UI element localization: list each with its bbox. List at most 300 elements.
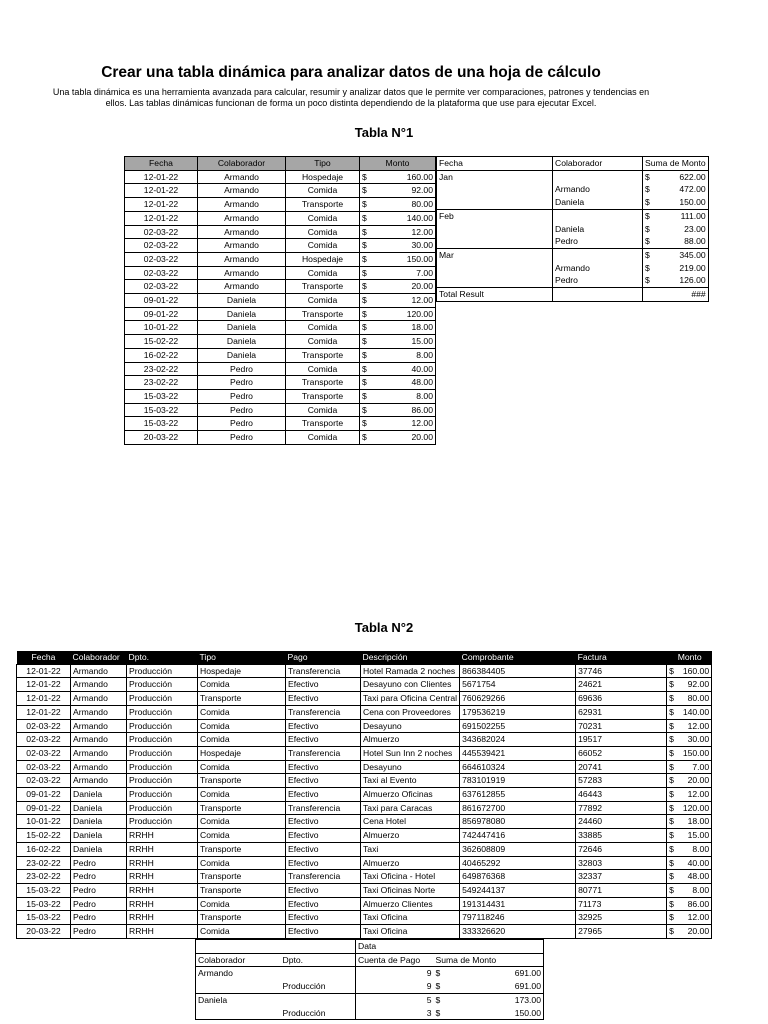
- table1-row: [125, 389, 436, 403]
- amount-value: 12.00: [411, 295, 433, 306]
- amount-value: 18.00: [687, 816, 710, 827]
- pivot-table-1: [436, 156, 709, 302]
- pago-cell: Efectivo: [286, 911, 361, 925]
- table2-header-fecha: Fecha: [17, 651, 71, 664]
- pivot2-header-colaborador: Colaborador: [196, 953, 281, 967]
- amount-value: 40.00: [411, 363, 433, 374]
- amount-value: 92.00: [687, 679, 710, 690]
- colaborador-cell: Daniela: [71, 842, 127, 856]
- pivot2-colaborador-cell: [196, 980, 281, 993]
- fecha-cell: 15-02-22: [17, 829, 71, 843]
- pivot2-header-suma: Suma de Monto: [434, 953, 544, 967]
- fecha-cell: 23-02-22: [125, 362, 198, 376]
- currency-symbol: $: [362, 308, 367, 319]
- dpto-cell: Producción: [127, 733, 198, 747]
- dpto-cell: Producción: [127, 760, 198, 774]
- amount-value: 8.00: [692, 843, 710, 854]
- fecha-cell: 15-03-22: [125, 417, 198, 431]
- tipo-cell: Comida: [198, 856, 286, 870]
- pivot2-data-label: Data: [356, 940, 434, 954]
- pivot1-suma-cell: [643, 274, 709, 287]
- tipo-cell: Transporte: [198, 911, 286, 925]
- fecha-cell: 02-03-22: [17, 746, 71, 760]
- fecha-cell: 16-02-22: [17, 842, 71, 856]
- descripcion-cell: Taxi Oficinas Norte: [361, 883, 460, 897]
- pivot2-empty: [196, 940, 281, 954]
- monto-cell: [360, 431, 436, 445]
- pago-cell: Efectivo: [286, 856, 361, 870]
- tipo-cell: Transporte: [286, 417, 360, 431]
- monto-cell: [360, 335, 436, 349]
- factura-cell: 71173: [576, 897, 667, 911]
- tipo-cell: Comida: [198, 719, 286, 733]
- pivot2-cuenta-cell: 9: [356, 967, 434, 980]
- descripcion-cell: Taxi Oficina - Hotel: [361, 870, 460, 884]
- factura-cell: 33885: [576, 829, 667, 843]
- pivot2-data-row: [196, 940, 544, 954]
- fecha-cell: 02-03-22: [17, 774, 71, 788]
- pago-cell: Efectivo: [286, 719, 361, 733]
- comprobante-cell: 742447416: [460, 829, 576, 843]
- monto-cell: [667, 815, 712, 829]
- amount-value: 80.00: [411, 199, 433, 210]
- descripcion-cell: Almuerzo: [361, 733, 460, 747]
- pivot1-row: [437, 248, 709, 261]
- currency-symbol: $: [362, 171, 367, 182]
- tipo-cell: Comida: [198, 897, 286, 911]
- amount-value: 86.00: [687, 898, 710, 909]
- pivot2-dpto-cell: [281, 967, 356, 980]
- factura-cell: 72646: [576, 842, 667, 856]
- colaborador-cell: Pedro: [71, 856, 127, 870]
- pivot2-suma-cell: [434, 1007, 544, 1020]
- tipo-cell: Comida: [286, 335, 360, 349]
- fecha-cell: 12-01-22: [17, 692, 71, 706]
- dpto-cell: RRHH: [127, 842, 198, 856]
- pago-cell: Transferencia: [286, 870, 361, 884]
- amount-value: 160.00: [682, 665, 710, 676]
- tipo-cell: Comida: [286, 403, 360, 417]
- monto-cell: [360, 389, 436, 403]
- currency-symbol: $: [669, 926, 674, 937]
- pivot1-suma-cell: [643, 262, 709, 275]
- amount-value: 86.00: [411, 404, 433, 415]
- tipo-cell: Comida: [286, 362, 360, 376]
- amount-value: 150.00: [679, 197, 706, 208]
- pivot1-month-cell: [437, 274, 553, 287]
- intro-text: [0, 87, 702, 108]
- pivot1-row: [437, 223, 709, 236]
- amount-value: 345.00: [679, 249, 706, 260]
- amount-value: 111.00: [680, 210, 706, 221]
- colaborador-cell: Armando: [71, 705, 127, 719]
- pivot2-empty: [434, 940, 544, 954]
- pivot1-row: [437, 274, 709, 287]
- factura-cell: 46443: [576, 788, 667, 802]
- dpto-cell: Producción: [127, 746, 198, 760]
- comprobante-cell: 333326620: [460, 925, 576, 939]
- table1-header-row: [125, 157, 436, 171]
- colaborador-cell: Armando: [198, 170, 286, 184]
- currency-symbol: $: [435, 968, 441, 979]
- dpto-cell: Producción: [127, 664, 198, 678]
- dpto-cell: RRHH: [127, 925, 198, 939]
- tipo-cell: Hospedaje: [286, 252, 360, 266]
- monto-cell: [360, 417, 436, 431]
- colaborador-cell: Armando: [198, 252, 286, 266]
- comprobante-cell: 797118246: [460, 911, 576, 925]
- table2-row: [17, 911, 712, 925]
- pivot1-suma-cell: [643, 209, 709, 222]
- fecha-cell: 15-03-22: [17, 883, 71, 897]
- pivot1-month-cell: [437, 223, 553, 236]
- currency-symbol: $: [669, 775, 674, 786]
- table1-row: [125, 184, 436, 198]
- table1-row: [125, 211, 436, 225]
- fecha-cell: 23-02-22: [17, 856, 71, 870]
- fecha-cell: 10-01-22: [125, 321, 198, 335]
- pivot1-suma-cell: [643, 235, 709, 248]
- factura-cell: 37746: [576, 664, 667, 678]
- factura-cell: 69636: [576, 692, 667, 706]
- pivot2-header-dpto: Dpto.: [281, 953, 356, 967]
- table1-row: [125, 294, 436, 308]
- factura-cell: 66052: [576, 746, 667, 760]
- fecha-cell: 02-03-22: [17, 733, 71, 747]
- currency-symbol: $: [669, 857, 674, 868]
- currency-symbol: $: [435, 1007, 441, 1018]
- amount-value: 48.00: [687, 871, 710, 882]
- pivot1-row: [437, 209, 709, 222]
- currency-symbol: $: [362, 253, 367, 264]
- pivot1-row: [437, 170, 709, 183]
- table1-row: [125, 362, 436, 376]
- tipo-cell: Comida: [286, 225, 360, 239]
- tipo-cell: Comida: [286, 239, 360, 253]
- currency-symbol: $: [362, 199, 367, 210]
- tipo-cell: Transporte: [286, 348, 360, 362]
- pivot1-colaborador-cell: Pedro: [553, 235, 643, 248]
- amount-value: 18.00: [411, 322, 433, 333]
- colaborador-cell: Armando: [71, 733, 127, 747]
- fecha-cell: 02-03-22: [125, 280, 198, 294]
- pivot1-month-cell: [437, 262, 553, 275]
- amount-value: 8.00: [416, 390, 433, 401]
- comprobante-cell: 783101919: [460, 774, 576, 788]
- table1-row: [125, 403, 436, 417]
- table2-header-pago: Pago: [286, 651, 361, 664]
- monto-cell: [360, 376, 436, 390]
- currency-symbol: $: [669, 734, 674, 745]
- descripcion-cell: Taxi para Caracas: [361, 801, 460, 815]
- currency-symbol: $: [435, 994, 441, 1005]
- table2-row: [17, 815, 712, 829]
- comprobante-cell: 179536219: [460, 705, 576, 719]
- pivot2-row: [196, 993, 544, 1006]
- currency-symbol: $: [645, 249, 650, 260]
- amount-value: 80.00: [687, 693, 710, 704]
- table2-row: [17, 719, 712, 733]
- fecha-cell: 09-01-22: [17, 788, 71, 802]
- currency-symbol: $: [669, 679, 674, 690]
- table1-row: [125, 348, 436, 362]
- monto-cell: [360, 239, 436, 253]
- descripcion-cell: Almuerzo: [361, 829, 460, 843]
- table2-row: [17, 746, 712, 760]
- amount-value: 150.00: [682, 747, 710, 758]
- pivot2-row: [196, 980, 544, 993]
- tipo-cell: Transporte: [198, 692, 286, 706]
- pivot1-colaborador-cell: Armando: [553, 262, 643, 275]
- pivot2-cuenta-cell: 3: [356, 1007, 434, 1020]
- pago-cell: Transferencia: [286, 801, 361, 815]
- monto-cell: [667, 719, 712, 733]
- pivot1-header-colaborador: Colaborador: [553, 157, 643, 171]
- currency-symbol: $: [362, 363, 367, 374]
- table1-header-monto: Monto: [360, 157, 436, 171]
- pivot2-dpto-cell: Producción: [282, 981, 326, 992]
- table1-row: [125, 239, 436, 253]
- table1-header-colaborador: Colaborador: [198, 157, 286, 171]
- table1-header-tipo: Tipo: [286, 157, 360, 171]
- fecha-cell: 15-03-22: [125, 403, 198, 417]
- pivot2-header-row: [196, 953, 544, 967]
- comprobante-cell: 760629266: [460, 692, 576, 706]
- pivot1-total-empty: [553, 288, 643, 302]
- table1-row: [125, 376, 436, 390]
- colaborador-cell: Armando: [198, 198, 286, 212]
- table1-header-fecha: Fecha: [125, 157, 198, 171]
- page-title: Crear una tabla dinámica para analizar datos de una hoja de cálculo: [101, 64, 601, 81]
- monto-cell: [667, 746, 712, 760]
- tipo-cell: Hospedaje: [198, 746, 286, 760]
- pivot1-month-cell: [437, 183, 553, 196]
- fecha-cell: 12-01-22: [17, 705, 71, 719]
- currency-symbol: $: [362, 212, 367, 223]
- fecha-cell: 02-03-22: [125, 266, 198, 280]
- pivot1-month-cell: Mar: [437, 248, 553, 261]
- fecha-cell: 12-01-22: [17, 678, 71, 692]
- intro-line-1: Una tabla dinámica es una herramienta avanzada para calcular, resumir y analizar datos que le permite ver comparaciones, patrones y tendencias en: [52, 87, 650, 97]
- monto-cell: [360, 294, 436, 308]
- amount-value: 150.00: [406, 253, 433, 264]
- fecha-cell: 02-03-22: [125, 225, 198, 239]
- amount-value: 126.00: [679, 275, 706, 286]
- currency-symbol: $: [362, 336, 367, 347]
- amount-value: 12.00: [687, 789, 710, 800]
- colaborador-cell: Daniela: [198, 294, 286, 308]
- monto-cell: [360, 252, 436, 266]
- amount-value: 30.00: [687, 734, 710, 745]
- fecha-cell: 12-01-22: [125, 170, 198, 184]
- colaborador-cell: Armando: [198, 184, 286, 198]
- pivot1-header-fecha: Fecha: [437, 157, 553, 171]
- descripcion-cell: Desayuno: [361, 719, 460, 733]
- amount-value: 92.00: [411, 185, 433, 196]
- fecha-cell: 23-02-22: [17, 870, 71, 884]
- pivot1-month-cell: [437, 235, 553, 248]
- tipo-cell: Comida: [198, 925, 286, 939]
- tipo-cell: Comida: [198, 829, 286, 843]
- pivot1-total-label: Total Result: [437, 288, 553, 302]
- pivot1-row: [437, 196, 709, 209]
- dpto-cell: Producción: [127, 774, 198, 788]
- dpto-cell: Producción: [127, 801, 198, 815]
- factura-cell: 70231: [576, 719, 667, 733]
- pivot2-suma-cell: [434, 993, 544, 1006]
- pivot1-month-cell: [437, 196, 553, 209]
- monto-cell: [667, 842, 712, 856]
- currency-symbol: $: [362, 295, 367, 306]
- amount-value: 15.00: [687, 830, 710, 841]
- pivot2-colaborador-cell: Armando: [196, 967, 281, 980]
- amount-value: 20.00: [687, 926, 710, 937]
- colaborador-cell: Pedro: [198, 362, 286, 376]
- colaborador-cell: Pedro: [198, 431, 286, 445]
- table2-header-colaborador: Colaborador: [71, 651, 127, 664]
- currency-symbol: $: [362, 322, 367, 333]
- table2-row: [17, 925, 712, 939]
- comprobante-cell: 5671754: [460, 678, 576, 692]
- fecha-cell: 09-01-22: [17, 801, 71, 815]
- table2-title: Tabla N°2: [354, 620, 414, 635]
- currency-symbol: $: [645, 197, 650, 208]
- descripcion-cell: Hotel Ramada 2 noches: [361, 664, 460, 678]
- fecha-cell: 09-01-22: [125, 294, 198, 308]
- pago-cell: Efectivo: [286, 678, 361, 692]
- currency-symbol: $: [362, 185, 367, 196]
- monto-cell: [360, 266, 436, 280]
- monto-cell: [360, 198, 436, 212]
- amount-value: 12.00: [687, 720, 710, 731]
- pago-cell: Transferencia: [286, 664, 361, 678]
- table1-title: Tabla N°1: [354, 125, 414, 140]
- table2-row: [17, 774, 712, 788]
- tipo-cell: Comida: [286, 184, 360, 198]
- pivot2-dpto-cell: Producción: [282, 1007, 326, 1018]
- pivot2-header-cuenta: Cuenta de Pago: [356, 953, 434, 967]
- amount-value: 140.00: [406, 212, 433, 223]
- colaborador-cell: Armando: [71, 678, 127, 692]
- currency-symbol: $: [362, 281, 367, 292]
- fecha-cell: 15-03-22: [125, 389, 198, 403]
- colaborador-cell: Pedro: [71, 925, 127, 939]
- amount-value: 120.00: [406, 308, 433, 319]
- monto-cell: [667, 788, 712, 802]
- table2-row: [17, 733, 712, 747]
- comprobante-cell: 649876368: [460, 870, 576, 884]
- pivot1-month-cell: Feb: [437, 209, 553, 222]
- table2-row: [17, 856, 712, 870]
- fecha-cell: 02-03-22: [125, 252, 198, 266]
- dpto-cell: RRHH: [127, 911, 198, 925]
- tipo-cell: Comida: [198, 678, 286, 692]
- colaborador-cell: Daniela: [198, 321, 286, 335]
- pago-cell: Efectivo: [286, 788, 361, 802]
- pago-cell: Efectivo: [286, 760, 361, 774]
- pivot1-total-row: [437, 288, 709, 302]
- currency-symbol: $: [669, 830, 674, 841]
- amount-value: 48.00: [411, 377, 433, 388]
- factura-cell: 19517: [576, 733, 667, 747]
- monto-cell: [667, 829, 712, 843]
- tipo-cell: Transporte: [198, 883, 286, 897]
- tipo-cell: Comida: [286, 211, 360, 225]
- colaborador-cell: Armando: [71, 664, 127, 678]
- fecha-cell: 02-03-22: [17, 719, 71, 733]
- tipo-cell: Comida: [198, 705, 286, 719]
- table1-row: [125, 170, 436, 184]
- descripcion-cell: Cena Hotel: [361, 815, 460, 829]
- comprobante-cell: 362608809: [460, 842, 576, 856]
- table2: [16, 651, 712, 939]
- colaborador-cell: Daniela: [71, 801, 127, 815]
- fecha-cell: 10-01-22: [17, 815, 71, 829]
- amount-value: 173.00: [514, 994, 541, 1005]
- monto-cell: [667, 897, 712, 911]
- colaborador-cell: Pedro: [198, 389, 286, 403]
- tipo-cell: Hospedaje: [286, 170, 360, 184]
- colaborador-cell: Armando: [198, 225, 286, 239]
- colaborador-cell: Daniela: [71, 788, 127, 802]
- table2-row: [17, 678, 712, 692]
- currency-symbol: $: [645, 210, 650, 221]
- amount-value: 160.00: [406, 171, 433, 182]
- pago-cell: Efectivo: [286, 774, 361, 788]
- colaborador-cell: Pedro: [198, 417, 286, 431]
- comprobante-cell: 40465292: [460, 856, 576, 870]
- fecha-cell: 15-03-22: [17, 897, 71, 911]
- currency-symbol: $: [362, 240, 367, 251]
- descripcion-cell: Taxi para Oficina Central: [361, 692, 460, 706]
- monto-cell: [667, 870, 712, 884]
- pivot1-header-row: [437, 157, 709, 171]
- currency-symbol: $: [645, 236, 650, 247]
- tipo-cell: Comida: [198, 760, 286, 774]
- amount-value: 88.00: [684, 236, 706, 247]
- table2-row: [17, 870, 712, 884]
- intro-line-2: ellos. Las tablas dinámicas funcionan de forma un poco distinta dependiendo de la plataforma que use para ejecutar Excel.: [105, 97, 597, 108]
- dpto-cell: RRHH: [127, 883, 198, 897]
- table2-row: [17, 664, 712, 678]
- comprobante-cell: 549244137: [460, 883, 576, 897]
- monto-cell: [360, 170, 436, 184]
- dpto-cell: Producción: [127, 815, 198, 829]
- colaborador-cell: Armando: [198, 239, 286, 253]
- pivot2-row: [196, 967, 544, 980]
- colaborador-cell: Pedro: [71, 897, 127, 911]
- monto-cell: [360, 362, 436, 376]
- amount-value: 7.00: [692, 761, 710, 772]
- amount-value: 691.00: [514, 981, 541, 992]
- tipo-cell: Transporte: [286, 280, 360, 294]
- currency-symbol: $: [645, 223, 650, 234]
- monto-cell: [667, 774, 712, 788]
- table2-row: [17, 692, 712, 706]
- comprobante-cell: 343682024: [460, 733, 576, 747]
- dpto-cell: Producción: [127, 719, 198, 733]
- table1-row: [125, 431, 436, 445]
- currency-symbol: $: [669, 898, 674, 909]
- factura-cell: 32337: [576, 870, 667, 884]
- currency-symbol: $: [645, 171, 650, 182]
- monto-cell: [360, 280, 436, 294]
- pivot1-suma-cell: [643, 183, 709, 196]
- tipo-cell: Comida: [286, 431, 360, 445]
- descripcion-cell: Taxi Oficina: [361, 911, 460, 925]
- table1: [124, 156, 436, 445]
- colaborador-cell: Armando: [198, 211, 286, 225]
